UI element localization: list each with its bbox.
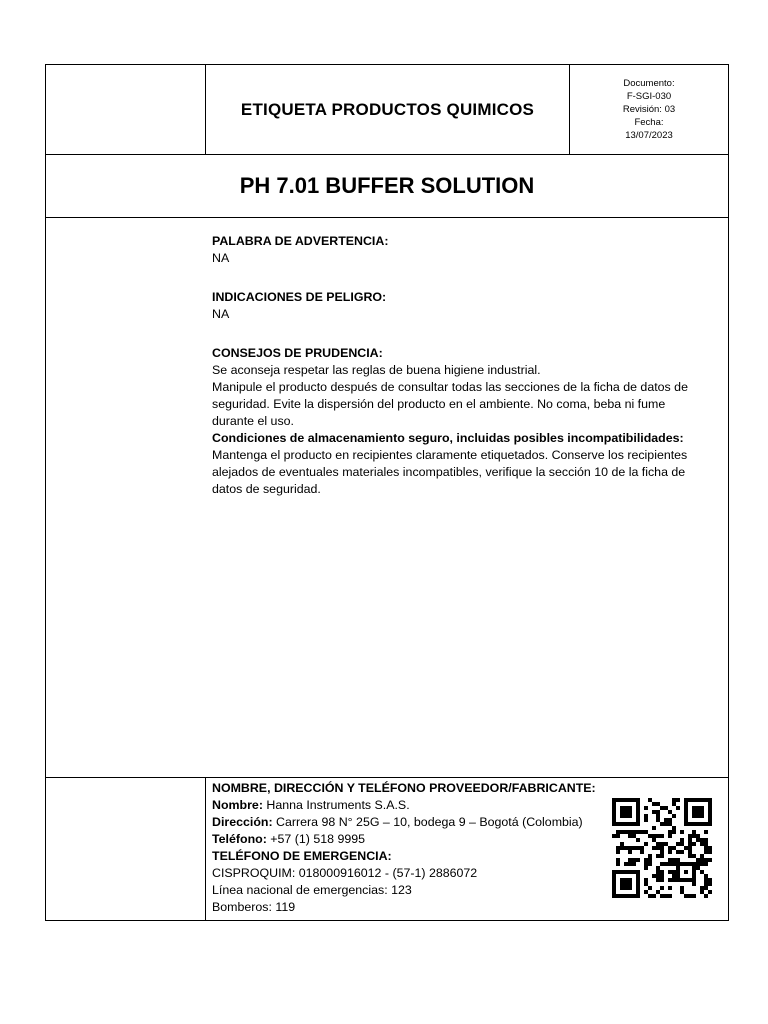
emergency-title: TELÉFONO DE EMERGENCIA: <box>212 849 392 863</box>
precaution-line: durante el uso. <box>212 414 294 428</box>
product-row <box>46 154 728 218</box>
label-header <box>46 65 728 155</box>
supplier-title: NOMBRE, DIRECCIÓN Y TELÉFONO PROVEEDOR/FABRICANTE: <box>212 781 596 795</box>
supplier-section <box>46 777 728 921</box>
precaution-block <box>212 345 712 498</box>
precaution-line: Manipule el producto después de consultar todas las secciones de la ficha de datos de <box>212 380 688 394</box>
label-heading: ETIQUETA PRODUCTOS QUIMICOS <box>240 99 535 119</box>
supplier-name-label: Nombre: <box>212 798 263 812</box>
signal-word-block <box>212 233 712 267</box>
supplier-content <box>212 780 602 916</box>
document-info <box>570 65 728 154</box>
supplier-address-label: Dirección: <box>212 815 273 829</box>
logo-cell <box>46 65 206 154</box>
emergency-line: CISPROQUIM: 018000916012 - (57-1) 2886072 <box>212 866 478 880</box>
emergency-line: Línea nacional de emergencias: 123 <box>212 883 412 897</box>
supplier-address-line <box>212 814 602 831</box>
qr-code-icon <box>612 798 712 898</box>
supplier-phone-label: Teléfono: <box>212 832 267 846</box>
signal-word-title: PALABRA DE ADVERTENCIA: <box>212 234 389 248</box>
hazard-statement-block <box>212 289 712 323</box>
precaution-line: seguridad. Evite la dispersión del producto en el ambiente. No coma, beba ni fume <box>212 397 666 411</box>
hazard-section <box>46 217 728 777</box>
chemical-label-sheet <box>45 64 729 921</box>
emergency-line: Bomberos: 119 <box>212 900 296 914</box>
date-label: Fecha: <box>634 117 664 128</box>
supplier-phone: +57 (1) 518 9995 <box>266 832 366 846</box>
document-label: Documento: <box>623 78 675 89</box>
document-code: F-SGI-030 <box>626 91 672 102</box>
hazard-statement-value: NA <box>212 307 230 321</box>
hazard-content <box>212 233 712 498</box>
storage-line: Mantenga el producto en recipientes claramente etiquetados. Conserve los recipientes <box>212 448 688 462</box>
supplier-phone-line <box>212 831 602 848</box>
date-value: 13/07/2023 <box>625 130 673 141</box>
precaution-line: Se aconseja respetar las reglas de buena higiene industrial. <box>212 363 541 377</box>
storage-line: datos de seguridad. <box>212 482 321 496</box>
supplier-address: Carrera 98 N° 25G – 10, bodega 9 – Bogotá (Colombia) <box>272 815 583 829</box>
signal-word-value: NA <box>212 251 230 265</box>
precaution-title: CONSEJOS DE PRUDENCIA: <box>212 346 383 360</box>
storage-title: Condiciones de almacenamiento seguro, incluidas posibles incompatibilidades: <box>212 431 684 445</box>
heading-cell <box>206 65 570 154</box>
revision: Revisión: 03 <box>622 104 676 115</box>
supplier-name-line <box>212 797 602 814</box>
product-name: PH 7.01 BUFFER SOLUTION <box>239 172 535 198</box>
supplier-logo-cell <box>46 778 206 921</box>
storage-line: alejados de eventuales materiales incompatibles, verifique la sección 10 de la ficha de <box>212 465 686 479</box>
supplier-name: Hanna Instruments S.A.S. <box>262 798 410 812</box>
hazard-statement-title: INDICACIONES DE PELIGRO: <box>212 290 387 304</box>
